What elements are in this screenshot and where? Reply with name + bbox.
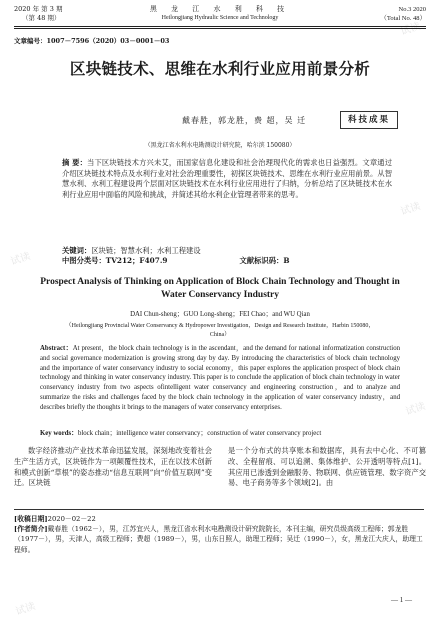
journal-name-cn: 黑 龙 江 水 利 科 技	[149, 5, 291, 13]
watermark: 试读	[9, 251, 32, 268]
doc-group	[240, 256, 290, 266]
affiliation-cn: （黑龙江省水利水电勘测设计研究院，哈尔滨 150080）	[144, 142, 296, 149]
body-column-right: 是一个分布式的共享账本和数据库，具有去中心化、不可篡改、全程留痕、可以追溯、集体维护、公开透明等特点[1]。其应用已渗透到金融服务、物联网、供应链管理、数字资产交易、电子商务等多个领域[2]。由	[228, 446, 426, 488]
keywords-en	[40, 429, 400, 439]
affiliation-en: （Heilongjiang Provincial Water Conservancy & Hydropower Investigation，Design and Research Institute，Harbin 150080，China）	[65, 323, 375, 338]
abstract-en	[40, 344, 400, 413]
watermark: 试读	[399, 201, 422, 218]
header-total-number: （第 48 期）	[22, 14, 61, 22]
keywords-cn	[62, 246, 392, 257]
journal-name-en: Heilongjiang Hydraulic Science and Technology	[161, 15, 279, 21]
running-header	[14, 5, 426, 38]
doc-label: 文献标识码：	[239, 256, 284, 265]
doc-value: B	[283, 256, 290, 265]
author-bio	[14, 524, 426, 555]
header-issue-en-no: No.3 2020	[398, 6, 426, 13]
header-issue-en	[380, 5, 426, 23]
clc-group	[62, 256, 237, 266]
authors-en: DAI Chun-sheng；GUO Long-sheng；FEI Chao；and WU Qian	[130, 311, 310, 318]
abstract-cn-label: 摘 要：	[62, 158, 88, 167]
watermark: 试读	[14, 601, 37, 618]
keywords-cn-text: 区块链；智慧水利；水利工程建设	[91, 246, 201, 255]
footnote-rule	[14, 509, 424, 510]
keywords-en-text: block chain；intelligence water conservancy；construction of water conservancy project	[77, 430, 322, 437]
footnotes	[14, 514, 426, 555]
received-value: 2020－02－22	[47, 515, 96, 523]
category-badge: 科技成果	[340, 111, 398, 129]
clc-label: 中图分类号：	[62, 256, 106, 265]
abstract-cn	[62, 158, 392, 200]
header-journal	[14, 5, 426, 23]
bio-text: 戴春胜（1962－），男，江苏宜兴人，黑龙江省水利水电勘测设计研究院院长，本刊主编，研究员级高级工程师；郭龙胜（1977－），男，天津人，高级工程师；费超（1989－），男，山东日照人，助理工程师；吴迁（1990－），女，黑龙江大庆人，助理工程师。	[14, 525, 423, 554]
keywords-en-label: Key words：	[40, 430, 78, 437]
header-total-en: （Total No. 48）	[380, 15, 426, 22]
page-number: — 1 —	[391, 596, 412, 604]
body-column-left: 数字经济推动产业技术革命迅猛发展，深刻地改变着社会生产生活方式，区块链作为一项颠覆性技术，正在以技术创新和模式创新“草根”的姿态推动“信息互联网”向“价值互联网”变迁。区块链	[14, 446, 212, 488]
clc-value: TV212；F407.9	[105, 256, 168, 265]
watermark: 试读	[399, 21, 422, 38]
bio-label: [作者简介]	[14, 525, 48, 534]
title-cn: 区块链技术、思维在水利行业应用前景分析	[69, 59, 371, 78]
received-label: [收稿日期]	[14, 515, 48, 523]
abstract-en-label: Abstract：	[40, 345, 73, 352]
title-en: Prospect Analysis of Thinking on Application of Block Chain Technology and Thought in Water Conservancy Industry	[40, 277, 400, 300]
authors-cn: 戴春胜，郭龙胜，费 超，吴 迁	[182, 116, 307, 125]
classification-line	[62, 256, 392, 266]
header-rule	[14, 26, 426, 27]
keywords-cn-label: 关键词：	[62, 246, 92, 255]
abstract-cn-text: 当下区块链技术方兴未艾，而国家信息化建设和社会治理现代化的需求也日益强烈。文章通过介绍区块链技术特点及水利行业对社会治理重要性，初探区块链技术、思维在水利行业应用前景。从智慧水利、水利工程建设两个层面对区块链技术在水利行业应用进行了归纳，分析总结了区块链技术在水利行业应用中面临的风险和挑战，并简述其给水利企业管理者带来的思考。	[62, 158, 392, 199]
watermark: 试读	[404, 401, 427, 418]
received-date	[14, 514, 426, 524]
article-number: 文章编号：1007－7596（2020）03－0001－03	[14, 37, 170, 45]
abstract-en-text: At present，the block chain technology is in the ascendant，and the demand for national informatization construction and social governance modernization is growing strong day by day. By introducing the characteristics of block chain technology and the importance of water conservancy industry to social economy，this paper explores the application prospect of block chain technology and thinking in water conservancy industry. This paper is to conclude the application of block chain technology in water conservancy industry from two aspects ofintelligent water conservancy and engineering construction，and to analyze and summarize the risks and challenges faced by the block chain technology in the application of water conservancy industry，and describes briefly the thoughts it brings to the managers of water conservancy enterprises.	[40, 345, 400, 411]
header-year-issue: 2020 年 第 3 期	[14, 5, 63, 13]
header-rule-thin	[14, 28, 426, 29]
